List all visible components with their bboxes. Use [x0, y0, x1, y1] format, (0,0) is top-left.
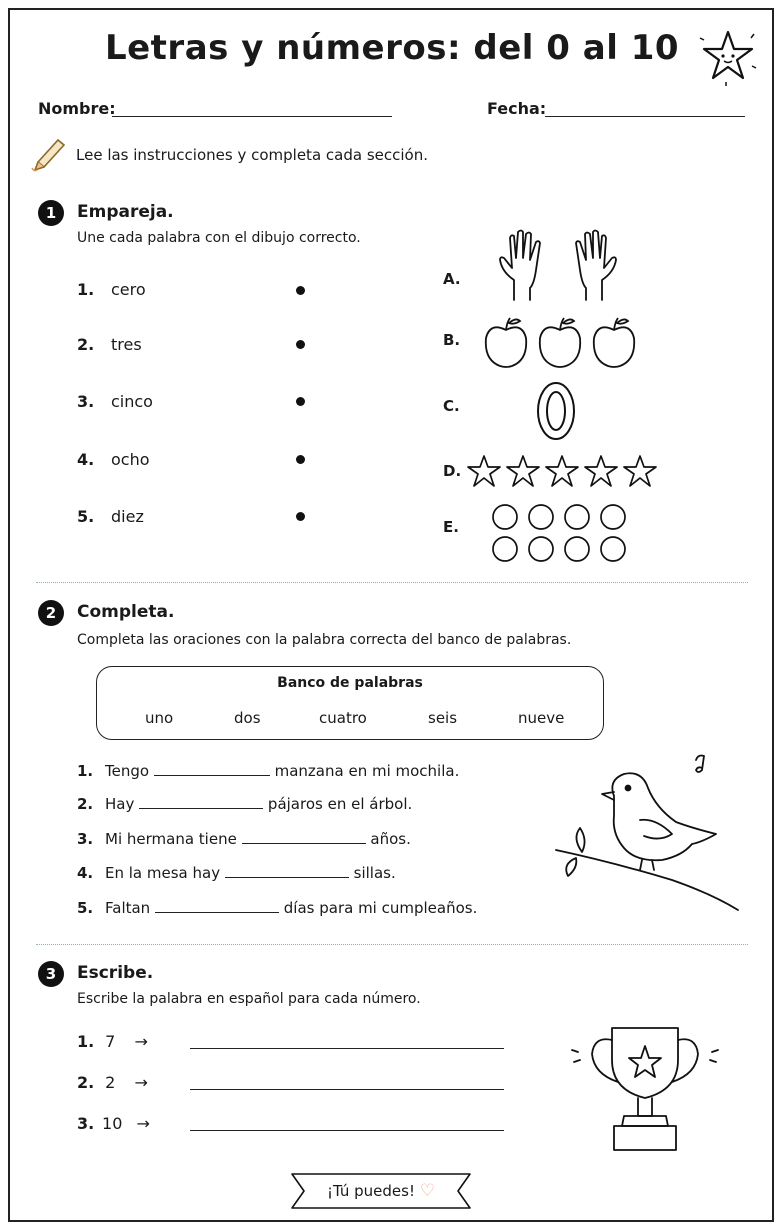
date-field[interactable]: [545, 116, 745, 117]
instructions-text: Lee las instrucciones y completa cada sección.: [76, 146, 428, 164]
word-bank-title: Banco de palabras: [277, 675, 423, 691]
name-label: Nombre:: [38, 99, 116, 118]
word-bank-word: uno: [145, 709, 174, 727]
word-bank-word: nueve: [518, 709, 565, 727]
match-word-1: 1. cero: [77, 280, 146, 299]
section-1-title: Empareja.: [77, 202, 174, 222]
word-bank-word: seis: [428, 709, 458, 727]
match-dot-4[interactable]: [296, 455, 305, 464]
write-item-2: 2. 2 →: [77, 1073, 148, 1092]
zero-digit-icon: [534, 380, 578, 442]
match-dot-3[interactable]: [296, 397, 305, 406]
sentence-1-blank[interactable]: [154, 761, 270, 776]
name-field[interactable]: [112, 116, 392, 117]
sentence-5-blank[interactable]: [155, 898, 279, 913]
section-divider-2: [36, 944, 748, 945]
bird-on-branch-icon: [552, 752, 742, 918]
sentence-4: 4. En la mesa hay sillas.: [77, 864, 396, 882]
sentence-2: 2. Hay pájaros en el árbol.: [77, 795, 413, 813]
match-dot-2[interactable]: [296, 340, 305, 349]
sentence-1: 1. Tengo manzana en mi mochila.: [77, 762, 460, 780]
eight-circles-icon: [490, 502, 630, 564]
write-answer-line-2[interactable]: [190, 1089, 504, 1090]
word-bank-word: dos: [234, 709, 261, 727]
section-divider-1: [36, 582, 748, 583]
picture-letter-a: A.: [443, 270, 461, 288]
picture-letter-e: E.: [443, 518, 459, 536]
date-label: Fecha:: [487, 99, 547, 118]
sentence-2-blank[interactable]: [139, 794, 263, 809]
section-1-subtitle: Une cada palabra con el dibujo correcto.: [77, 230, 361, 246]
match-dot-1[interactable]: [296, 286, 305, 295]
section-3-number: 3: [38, 961, 64, 987]
match-dot-5[interactable]: [296, 512, 305, 521]
heart-icon: ♡: [419, 1181, 436, 1201]
match-word-2: 2. tres: [77, 335, 142, 354]
write-answer-line-1[interactable]: [190, 1048, 504, 1049]
section-2-subtitle: Completa las oraciones con la palabra correcta del banco de palabras.: [77, 632, 572, 648]
picture-letter-b: B.: [443, 331, 461, 349]
pencil-icon: [28, 132, 70, 174]
smiling-star-icon: [696, 24, 760, 88]
page-title: Letras y números: del 0 al 10: [104, 28, 680, 68]
match-word-3: 3. cinco: [77, 392, 153, 411]
three-apples-icon: [480, 314, 640, 370]
sentence-4-blank[interactable]: [225, 863, 349, 878]
section-3-title: Escribe.: [77, 963, 154, 983]
sentence-3-blank[interactable]: [242, 829, 366, 844]
trophy-icon: [568, 1020, 722, 1156]
five-stars-icon: [466, 454, 660, 490]
two-hands-icon: [496, 228, 620, 302]
match-word-4: 4. ocho: [77, 450, 150, 469]
sentence-3: 3. Mi hermana tiene años.: [77, 830, 411, 848]
match-word-5: 5. diez: [77, 507, 144, 526]
sentence-5: 5. Faltan días para mi cumpleaños.: [77, 899, 478, 917]
footer-text: ¡Tú puedes! ♡: [326, 1181, 436, 1201]
picture-letter-d: D.: [443, 462, 462, 480]
section-2-title: Completa.: [77, 602, 175, 622]
write-answer-line-3[interactable]: [190, 1130, 504, 1131]
write-item-1: 1. 7 →: [77, 1032, 148, 1051]
section-2-number: 2: [38, 600, 64, 626]
section-1-number: 1: [38, 200, 64, 226]
write-item-3: 3. 10 →: [77, 1114, 150, 1133]
word-bank-word: cuatro: [319, 709, 367, 727]
word-bank: [96, 666, 604, 740]
picture-letter-c: C.: [443, 397, 460, 415]
section-3-subtitle: Escribe la palabra en español para cada número.: [77, 991, 421, 1007]
